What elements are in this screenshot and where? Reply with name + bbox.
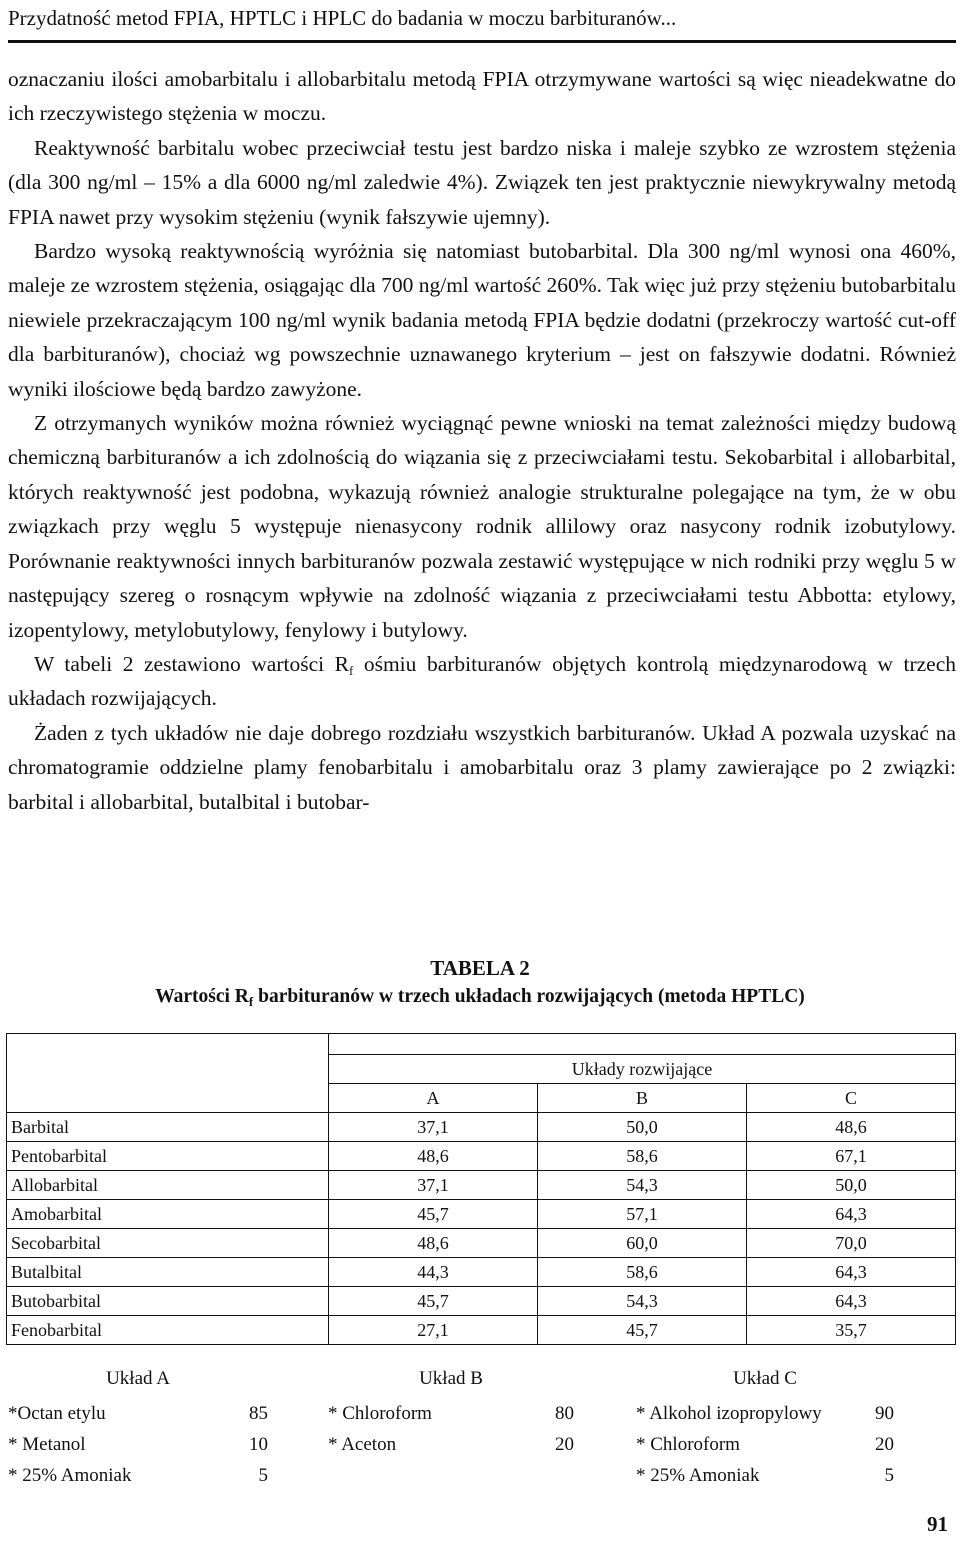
table-cell: 64,3	[747, 1200, 956, 1229]
system-item	[328, 1429, 574, 1460]
row-name: Fenobarbital	[7, 1316, 329, 1345]
subscript: f	[348, 662, 354, 678]
table-row	[7, 1034, 956, 1055]
reagent-name: * 25% Amoniak	[8, 1464, 132, 1486]
paragraph: Reaktywność barbitalu wobec przeciwciał testu jest bardzo niska i maleje szybko ze wzrostem stężenia (dla 300 ng/ml – 15% a dla 6000 ng/ml zaledwie 4%). Związek ten jest praktycznie niewykrywalny metodą FPIA nawet przy wysokim stężeniu (wynik fałszywie ujemny).	[8, 135, 956, 229]
paragraph-text: W tabeli 2 zestawiono wartości R	[34, 651, 349, 676]
column-header: A	[329, 1084, 538, 1113]
row-name: Amobarbital	[7, 1200, 329, 1229]
table-corner-cell	[7, 1034, 329, 1113]
running-header	[8, 0, 956, 43]
paragraph: Żaden z tych układów nie daje dobrego rozdziału wszystkich barbituranów. Układ A pozwala uzyskać na chromatogramie oddzielne plamy fenobarbitalu i amobarbitalu oraz 3 plamy zawierające po 2 związki: barbital i allobarbital, butalbital i butobar-	[8, 720, 956, 814]
system-item	[636, 1429, 894, 1460]
table-cell: 50,0	[747, 1171, 956, 1200]
table-cell: 57,1	[538, 1200, 747, 1229]
reagent-amount: 90	[875, 1402, 894, 1424]
system-item	[8, 1398, 268, 1429]
paragraph: Z otrzymanych wyników można również wyciągnąć pewne wnioski na temat zależności między budową chemiczną barbituranów a ich zdolnością do wiązania się z przeciwciałami testu. Sekobarbital i allobarbital, których reaktywność jest podobna, wykazują również analogie strukturalne polegające na tym, że w obu związkach przy węglu 5 występuje nienasycony rodnik allilowy oraz nasycony rodnik izobutylowy. Porównanie reaktywności innych barbituranów pozwala zestawić występujące w nich rodniki przy węglu 5 w następujący szereg o rosnącym wpływie na zdolność wiązania z przeciwciałami testu Abbotta: etylowy, izopentylowy, metylobutylowy, fenylowy i butylowy.	[8, 411, 956, 642]
table-cell: 54,3	[538, 1287, 747, 1316]
table-cell: 54,3	[538, 1171, 747, 1200]
table-caption	[0, 986, 960, 1008]
table-cell: 37,1	[329, 1171, 538, 1200]
reagent-name: * 25% Amoniak	[636, 1464, 760, 1486]
reagent-amount: 20	[875, 1433, 894, 1455]
system-item	[328, 1398, 574, 1429]
table-cell: 64,3	[747, 1287, 956, 1316]
table-row	[7, 1287, 956, 1316]
system-item	[8, 1460, 268, 1491]
table-cell: 48,6	[329, 1229, 538, 1258]
table-cell: 58,6	[538, 1258, 747, 1287]
reagent-name: * Chloroform	[328, 1402, 432, 1424]
caption-text: Wartości R	[155, 986, 249, 1007]
table-cell: 37,1	[329, 1113, 538, 1142]
table-cell: 35,7	[747, 1316, 956, 1345]
column-header: C	[747, 1084, 956, 1113]
group-header: Układy rozwijające	[329, 1055, 956, 1084]
paragraph: oznaczaniu ilości amobarbitalu i allobarbitalu metodą FPIA otrzymywane wartości są więc nieadekwatne do ich rzeczywistego stężenia w moczu.	[8, 67, 956, 126]
reagent-name: * Aceton	[328, 1433, 397, 1455]
table-cell: 44,3	[329, 1258, 538, 1287]
reagent-amount: 80	[555, 1402, 574, 1424]
table-cell: 45,7	[329, 1287, 538, 1316]
subscript: f	[248, 994, 254, 1009]
table-cell: 27,1	[329, 1316, 538, 1345]
table-cell: 48,6	[747, 1113, 956, 1142]
reagent-name: * Alkohol izopropylowy	[636, 1402, 822, 1424]
table-row	[7, 1171, 956, 1200]
reagent-amount: 85	[249, 1402, 268, 1424]
table-row	[7, 1316, 956, 1345]
table-cell	[329, 1034, 956, 1055]
table-cell: 64,3	[747, 1258, 956, 1287]
caption-text: barbituranów w trzech układach rozwijających (metoda HPTLC)	[253, 986, 805, 1007]
reagent-amount: 10	[249, 1433, 268, 1455]
system-b	[328, 1368, 574, 1460]
paragraph-text: ośmiu barbituranów objętych kontrolą międzynarodową w trzech układach rozwijających.	[8, 651, 956, 711]
row-name: Butalbital	[7, 1258, 329, 1287]
page-number: 91	[927, 1512, 948, 1536]
reagent-amount: 5	[258, 1464, 268, 1486]
table-cell: 58,6	[538, 1142, 747, 1171]
table-cell: 45,7	[329, 1200, 538, 1229]
table-row	[7, 1258, 956, 1287]
table-label: TABELA 2	[430, 956, 530, 980]
paragraph	[8, 647, 956, 716]
row-name: Barbital	[7, 1113, 329, 1142]
system-title: Układ A	[106, 1368, 170, 1389]
system-item	[636, 1460, 894, 1491]
system-title: Układ B	[419, 1368, 483, 1389]
table-cell: 67,1	[747, 1142, 956, 1171]
system-c	[636, 1368, 894, 1491]
row-name: Butobarbital	[7, 1287, 329, 1316]
reagent-name: * Chloroform	[636, 1433, 740, 1455]
system-title: Układ C	[733, 1368, 797, 1389]
reagent-amount: 5	[884, 1464, 894, 1486]
reagent-name: *Octan etylu	[8, 1402, 106, 1424]
rf-table	[6, 1033, 956, 1345]
row-name: Allobarbital	[7, 1171, 329, 1200]
paragraph: Bardzo wysoką reaktywnością wyróżnia się natomiast butobarbital. Dla 300 ng/ml wynosi ona 460%, maleje ze wzrostem stężenia, osiągając dla 700 ng/ml wartość 260%. Tak więc już przy stężeniu butobarbitalu niewiele przekraczającym 100 ng/ml wynik badania metodą FPIA będzie dodatni (przekroczy wartość cut-off dla barbituranów), chociaż wg powszechnie uznawanego kryterium – jest on fałszywie dodatni. Również wyniki ilościowe będą bardzo zawyżone.	[8, 239, 956, 401]
reagent-name: * Metanol	[8, 1433, 86, 1455]
table-row	[7, 1113, 956, 1142]
table-row	[7, 1200, 956, 1229]
table-cell: 70,0	[747, 1229, 956, 1258]
column-header: B	[538, 1084, 747, 1113]
row-name: Pentobarbital	[7, 1142, 329, 1171]
system-a	[8, 1368, 268, 1491]
table-cell: 50,0	[538, 1113, 747, 1142]
table-row	[7, 1229, 956, 1258]
table-row	[7, 1142, 956, 1171]
running-title: Przydatność metod FPIA, HPTLC i HPLC do badania w moczu barbituranów...	[8, 6, 677, 30]
table-cell: 60,0	[538, 1229, 747, 1258]
table-cell: 45,7	[538, 1316, 747, 1345]
reagent-amount: 20	[555, 1433, 574, 1455]
system-item	[8, 1429, 268, 1460]
row-name: Secobarbital	[7, 1229, 329, 1258]
table-cell: 48,6	[329, 1142, 538, 1171]
system-item	[636, 1398, 894, 1429]
body-text	[8, 62, 956, 819]
